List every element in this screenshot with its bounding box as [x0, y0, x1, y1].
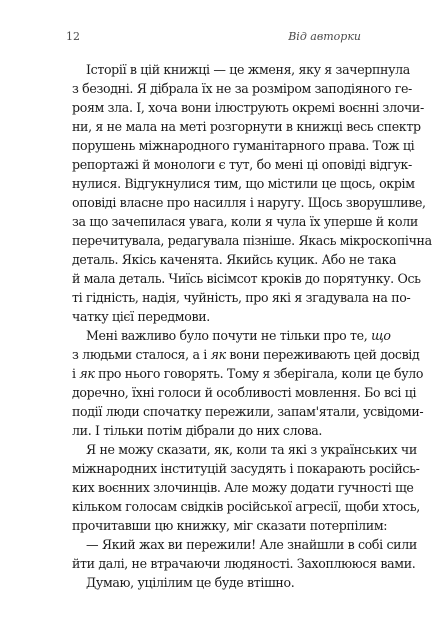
text-line: — Який жах ви пережили! Але знайшли в собі сили: [86, 537, 417, 552]
page-number: 12: [66, 30, 80, 43]
text-line: за що зачепилася увага, коли я чула їх уперше й коли: [72, 214, 418, 229]
text-line: роям зла. І, хоча вони ілюструють окремі воєнні злочи-: [72, 100, 424, 115]
text-line: Я не можу сказати, як, коли та які з українських чи: [86, 442, 417, 457]
text-line: порушень міжнародного гуманітарного права. Тож ці: [72, 138, 415, 153]
text-line: чатку цієї передмови.: [72, 309, 210, 324]
text-line: нулися. Відгукнулися тим, що містили це щось, окрім: [72, 176, 415, 191]
text-line: ті гідність, надія, чуйність, про які я згадувала на по-: [72, 290, 411, 305]
text-line: кільком голосам свідків російської агресії, щоби хтось,: [72, 499, 420, 514]
emphasized-word: як: [210, 347, 226, 362]
text-line: Мені важливо було почути не тільки про те, що: [86, 328, 391, 343]
text-line: ни, я не мала на меті розгорнути в книжці весь спектр: [72, 119, 421, 134]
text-line: доречно, їхні голоси й особливості мовлення. Бо всі ці: [72, 385, 417, 400]
text-line: ких воєнних злочинців. Але можу додати гучності ще: [72, 480, 414, 495]
text-line: Історії в цій книжці — це жменя, яку я зачерпнула: [86, 62, 410, 77]
text-line: й мала деталь. Чиїсь вісімсот кроків до порятунку. Ось: [72, 271, 421, 286]
text-line: Думаю, уцілілим це буде втішно.: [86, 575, 295, 590]
emphasized-word: як: [79, 366, 95, 381]
text-line: йти далі, не втрачаючи людяності. Захоплююся вами.: [72, 556, 416, 571]
text-line: прочитавши цю книжку, міг сказати потерпілим:: [72, 518, 388, 533]
text-line: і як про нього говорять. Тому я зберігала, коли це було: [72, 366, 424, 381]
text-line: з безодні. Я дібрала їх не за розміром заподіяного ге-: [72, 81, 412, 96]
running-head: Від авторки: [288, 30, 361, 43]
emphasized-word: що: [371, 328, 391, 343]
text-line: оповіді власне про насилля і наругу. Щось зворушливе,: [72, 195, 426, 210]
text-line: репортажі й монологи є тут, бо мені ці оповіді відгук-: [72, 157, 412, 172]
text-line: міжнародних інституцій засудять і покарають російсь-: [72, 461, 420, 476]
text-line: деталь. Якісь каченята. Якийсь куцик. Або не така: [72, 252, 397, 267]
text-line: події люди спочатку пережили, запам'ятали, усвідоми-: [72, 404, 424, 419]
text-line: з людьми сталося, а і як вони переживають цей досвід: [72, 347, 420, 362]
text-line: ли. І тільки потім дібрали до них слова.: [72, 423, 323, 438]
text-line: перечитувала, редагувала пізніше. Якась мікроскопічна: [72, 233, 432, 248]
body-text: [72, 60, 432, 592]
